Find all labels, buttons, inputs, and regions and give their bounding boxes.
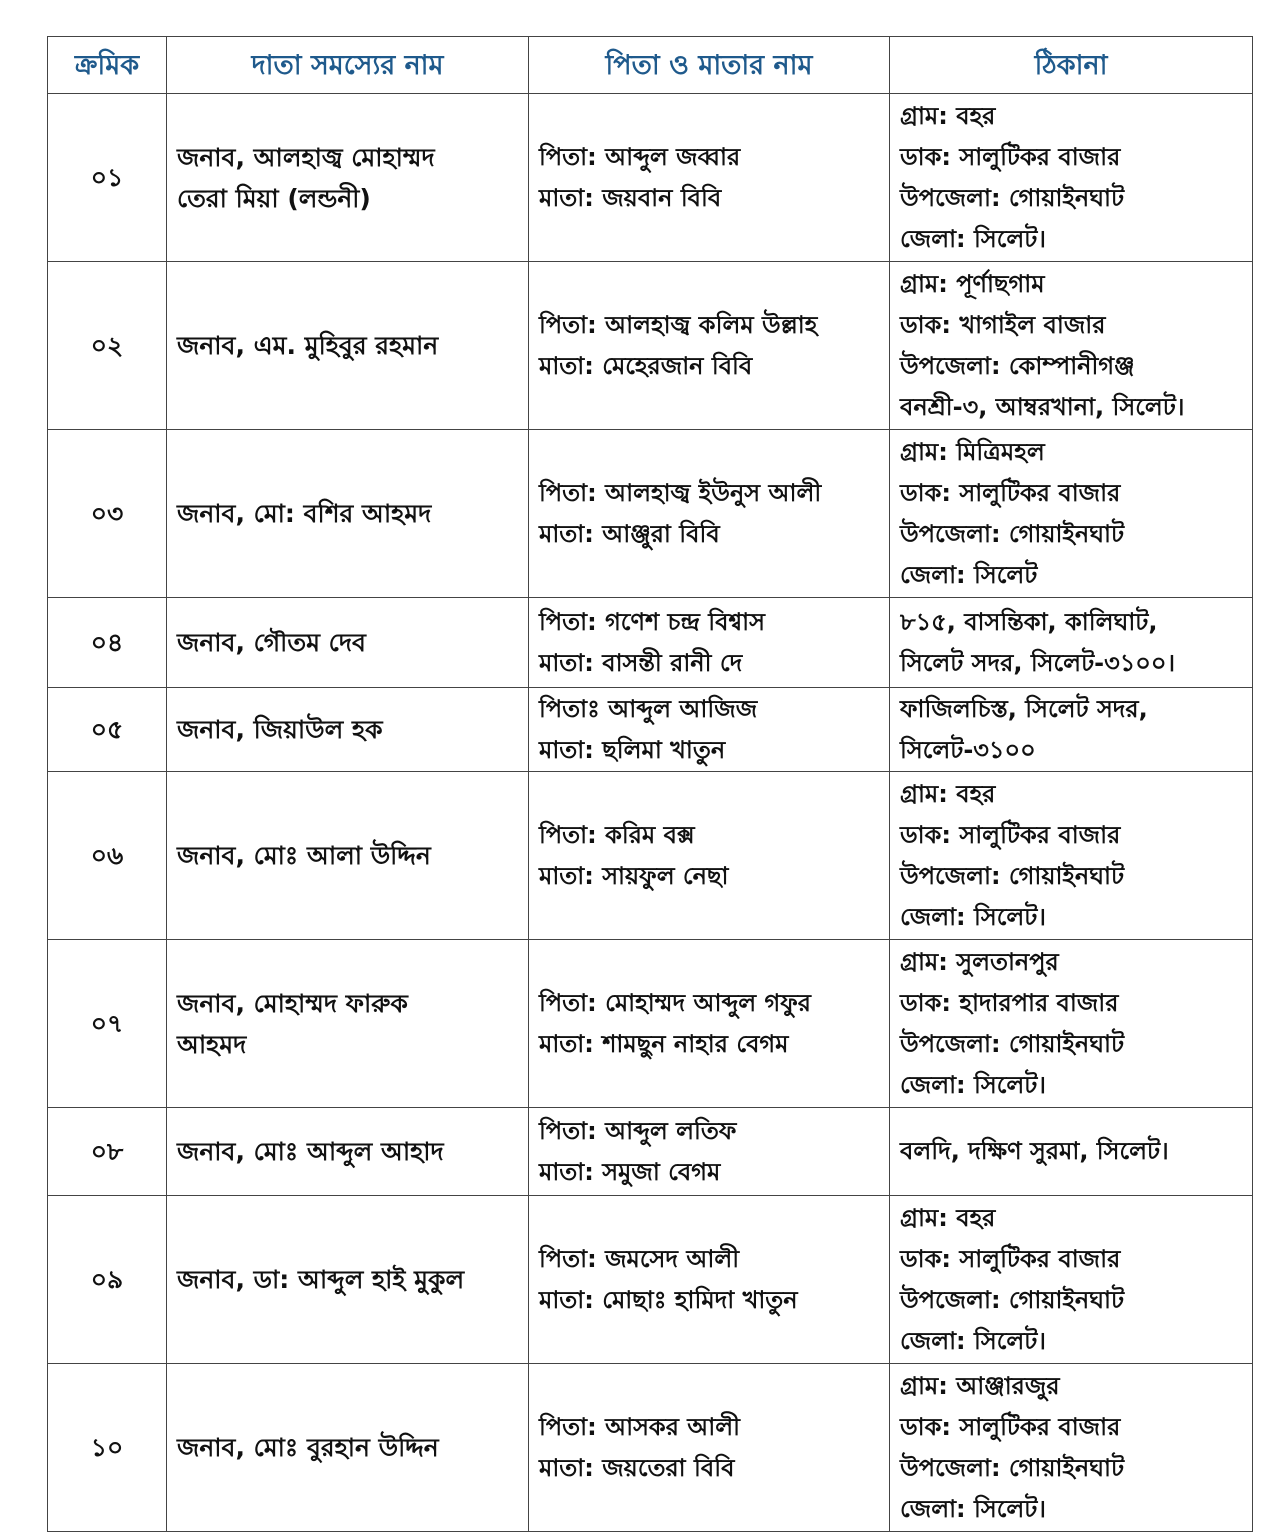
address-line: ডাক: সালুটিকর বাজার (900, 478, 1121, 507)
table-row (48, 940, 1253, 1108)
address-cell (890, 430, 1253, 598)
parents-cell (529, 772, 890, 940)
name-line: জনাব, ডা: আব্দুল হাই মুকুল (177, 1265, 465, 1294)
serial-cell: ০৪ (48, 598, 167, 688)
address-line: গ্রাম: বহর (900, 779, 996, 808)
address-line: জেলা: সিলেট। (900, 224, 1046, 253)
address-cell (890, 1364, 1253, 1532)
parents-line: পিতা: জমসেদ আলী (539, 1244, 740, 1273)
address-line: উপজেলা: গোয়াইনঘাট (900, 1453, 1125, 1482)
address-line: বনশ্রী-৩, আম্বরখানা, সিলেট। (900, 392, 1185, 421)
parents-cell (529, 1364, 890, 1532)
address-line: ডাক: সালুটিকর বাজার (900, 1412, 1121, 1441)
address-line: ডাক: সালুটিকর বাজার (900, 142, 1121, 171)
serial-cell: ০৫ (48, 688, 167, 772)
serial-cell: ০২ (48, 262, 167, 430)
donor-table (47, 36, 1253, 1532)
name-cell (167, 262, 529, 430)
address-cell (890, 1196, 1253, 1364)
address-line: ডাক: খাগাইল বাজার (900, 310, 1106, 339)
parents-line: পিতাঃ আব্দুল আজিজ (539, 694, 758, 723)
serial-cell: ০৭ (48, 940, 167, 1108)
address-line: ৮১৫, বাসন্তিকা, কালিঘাট, (900, 607, 1158, 636)
table-row (48, 598, 1253, 688)
parents-line: মাতা: বাসন্তী রানী দে (539, 648, 743, 677)
name-line: জনাব, জিয়াউল হক (177, 715, 383, 744)
address-line: গ্রাম: আঞ্জারজুর (900, 1371, 1060, 1400)
name-line: জনাব, এম. মুহিবুর রহমান (177, 331, 439, 360)
address-line: উপজেলা: গোয়াইনঘাট (900, 183, 1125, 212)
address-line: জেলা: সিলেট (900, 560, 1038, 589)
parents-line: পিতা: মোহাম্মদ আব্দুল গফুর (539, 988, 812, 1017)
parents-cell (529, 430, 890, 598)
address-line: সিলেট সদর, সিলেট-৩১০০। (900, 648, 1176, 677)
name-cell (167, 1364, 529, 1532)
address-line: উপজেলা: গোয়াইনঘাট (900, 1285, 1125, 1314)
name-line: জনাব, মোঃ আলা উদ্দিন (177, 841, 431, 870)
parents-cell (529, 1108, 890, 1196)
serial-cell: ১০ (48, 1364, 167, 1532)
name-cell (167, 688, 529, 772)
address-line: ডাক: সালুটিকর বাজার (900, 1244, 1121, 1273)
address-cell (890, 772, 1253, 940)
address-line: ফাজিলচিস্ত, সিলেট সদর, (900, 694, 1148, 723)
name-line: জনাব, মোঃ বুরহান উদ্দিন (177, 1433, 439, 1462)
name-cell (167, 598, 529, 688)
table-row (48, 772, 1253, 940)
name-line: জনাব, গৌতম দেব (177, 628, 366, 657)
address-cell (890, 598, 1253, 688)
name-cell (167, 1108, 529, 1196)
name-cell (167, 772, 529, 940)
serial-cell: ০৮ (48, 1108, 167, 1196)
address-cell (890, 940, 1253, 1108)
parents-line: পিতা: করিম বক্স (539, 820, 695, 849)
address-line: জেলা: সিলেট। (900, 1326, 1046, 1355)
parents-line: মাতা: মোছাঃ হামিদা খাতুন (539, 1285, 798, 1314)
parents-line: মাতা: সায়ফুল নেছা (539, 861, 729, 890)
name-cell (167, 1196, 529, 1364)
name-line: জনাব, মো: বশির আহমদ (177, 499, 432, 528)
parents-cell (529, 688, 890, 772)
address-line: গ্রাম: বহর (900, 101, 996, 130)
address-cell (890, 688, 1253, 772)
table-body (48, 94, 1253, 1532)
table-row (48, 430, 1253, 598)
address-cell (890, 94, 1253, 262)
header-serial: ক্রমিক (48, 37, 167, 94)
serial-cell: ০৬ (48, 772, 167, 940)
name-cell (167, 94, 529, 262)
name-line: জনাব, মোঃ আব্দুল আহাদ (177, 1137, 444, 1166)
table-row (48, 1364, 1253, 1532)
table-row (48, 1108, 1253, 1196)
address-line: উপজেলা: গোয়াইনঘাট (900, 519, 1125, 548)
address-line: বলদি, দক্ষিণ সুরমা, সিলেট। (900, 1137, 1169, 1165)
address-line: জেলা: সিলেট। (900, 902, 1046, 931)
address-line: গ্রাম: সুলতানপুর (900, 947, 1059, 976)
parents-cell (529, 598, 890, 688)
table-row (48, 1196, 1253, 1364)
address-cell (890, 262, 1253, 430)
serial-cell: ০৯ (48, 1196, 167, 1364)
parents-line: পিতা: আব্দুল জব্বার (539, 142, 741, 171)
parents-cell (529, 262, 890, 430)
address-line: সিলেট-৩১০০ (900, 735, 1036, 764)
table-row (48, 94, 1253, 262)
address-line: উপজেলা: কোম্পানীগঞ্জ (900, 351, 1135, 380)
address-line: ডাক: হাদারপার বাজার (900, 988, 1119, 1017)
address-line: উপজেলা: গোয়াইনঘাট (900, 861, 1125, 890)
name-line: জনাব, মোহাম্মদ ফারুক (177, 988, 408, 1018)
name-line: জনাব, আলহাজ্ব মোহাম্মদ (177, 142, 435, 172)
parents-line: পিতা: আব্দুল লতিফ (539, 1116, 737, 1145)
parents-line: পিতা: গণেশ চন্দ্র বিশ্বাস (539, 607, 765, 636)
address-line: জেলা: সিলেট। (900, 1070, 1046, 1099)
parents-line: মাতা: জয়তেরা বিবি (539, 1453, 735, 1482)
header-row (48, 37, 1253, 94)
parents-line: মাতা: আঞ্জুরা বিবি (539, 519, 720, 548)
name-cell (167, 430, 529, 598)
parents-line: পিতা: আলহাজ্ব কলিম উল্লাহ (539, 310, 818, 339)
address-cell (890, 1108, 1253, 1196)
parents-line: মাতা: জয়বান বিবি (539, 183, 722, 212)
name-line: আহমদ (177, 1029, 247, 1059)
parents-cell (529, 940, 890, 1108)
parents-line: মাতা: শামছুন নাহার বেগম (539, 1029, 789, 1058)
address-line: গ্রাম: পূর্ণাছগাম (900, 269, 1045, 298)
serial-cell: ০৩ (48, 430, 167, 598)
name-line: তেরা মিয়া (লন্ডনী) (177, 183, 371, 213)
parents-line: পিতা: আসকর আলী (539, 1412, 741, 1441)
address-line: গ্রাম: মিত্রিমহল (900, 437, 1045, 466)
address-line: উপজেলা: গোয়াইনঘাট (900, 1029, 1125, 1058)
parents-line: পিতা: আলহাজ্ব ইউনুস আলী (539, 478, 822, 507)
parents-line: মাতা: সমুজা বেগম (539, 1157, 721, 1186)
address-line: ডাক: সালুটিকর বাজার (900, 820, 1121, 849)
header-name: দাতা সমস্যের নাম (167, 37, 529, 94)
parents-line: মাতা: মেহেরজান বিবি (539, 351, 753, 380)
parents-cell (529, 1196, 890, 1364)
header-parents: পিতা ও মাতার নাম (529, 37, 890, 94)
parents-cell (529, 94, 890, 262)
address-line: জেলা: সিলেট। (900, 1494, 1046, 1523)
table-row (48, 262, 1253, 430)
parents-line: মাতা: ছলিমা খাতুন (539, 735, 726, 764)
table-row (48, 688, 1253, 772)
address-line: গ্রাম: বহর (900, 1203, 996, 1232)
header-address: ঠিকানা (890, 37, 1253, 94)
serial-cell: ০১ (48, 94, 167, 262)
name-cell (167, 940, 529, 1108)
